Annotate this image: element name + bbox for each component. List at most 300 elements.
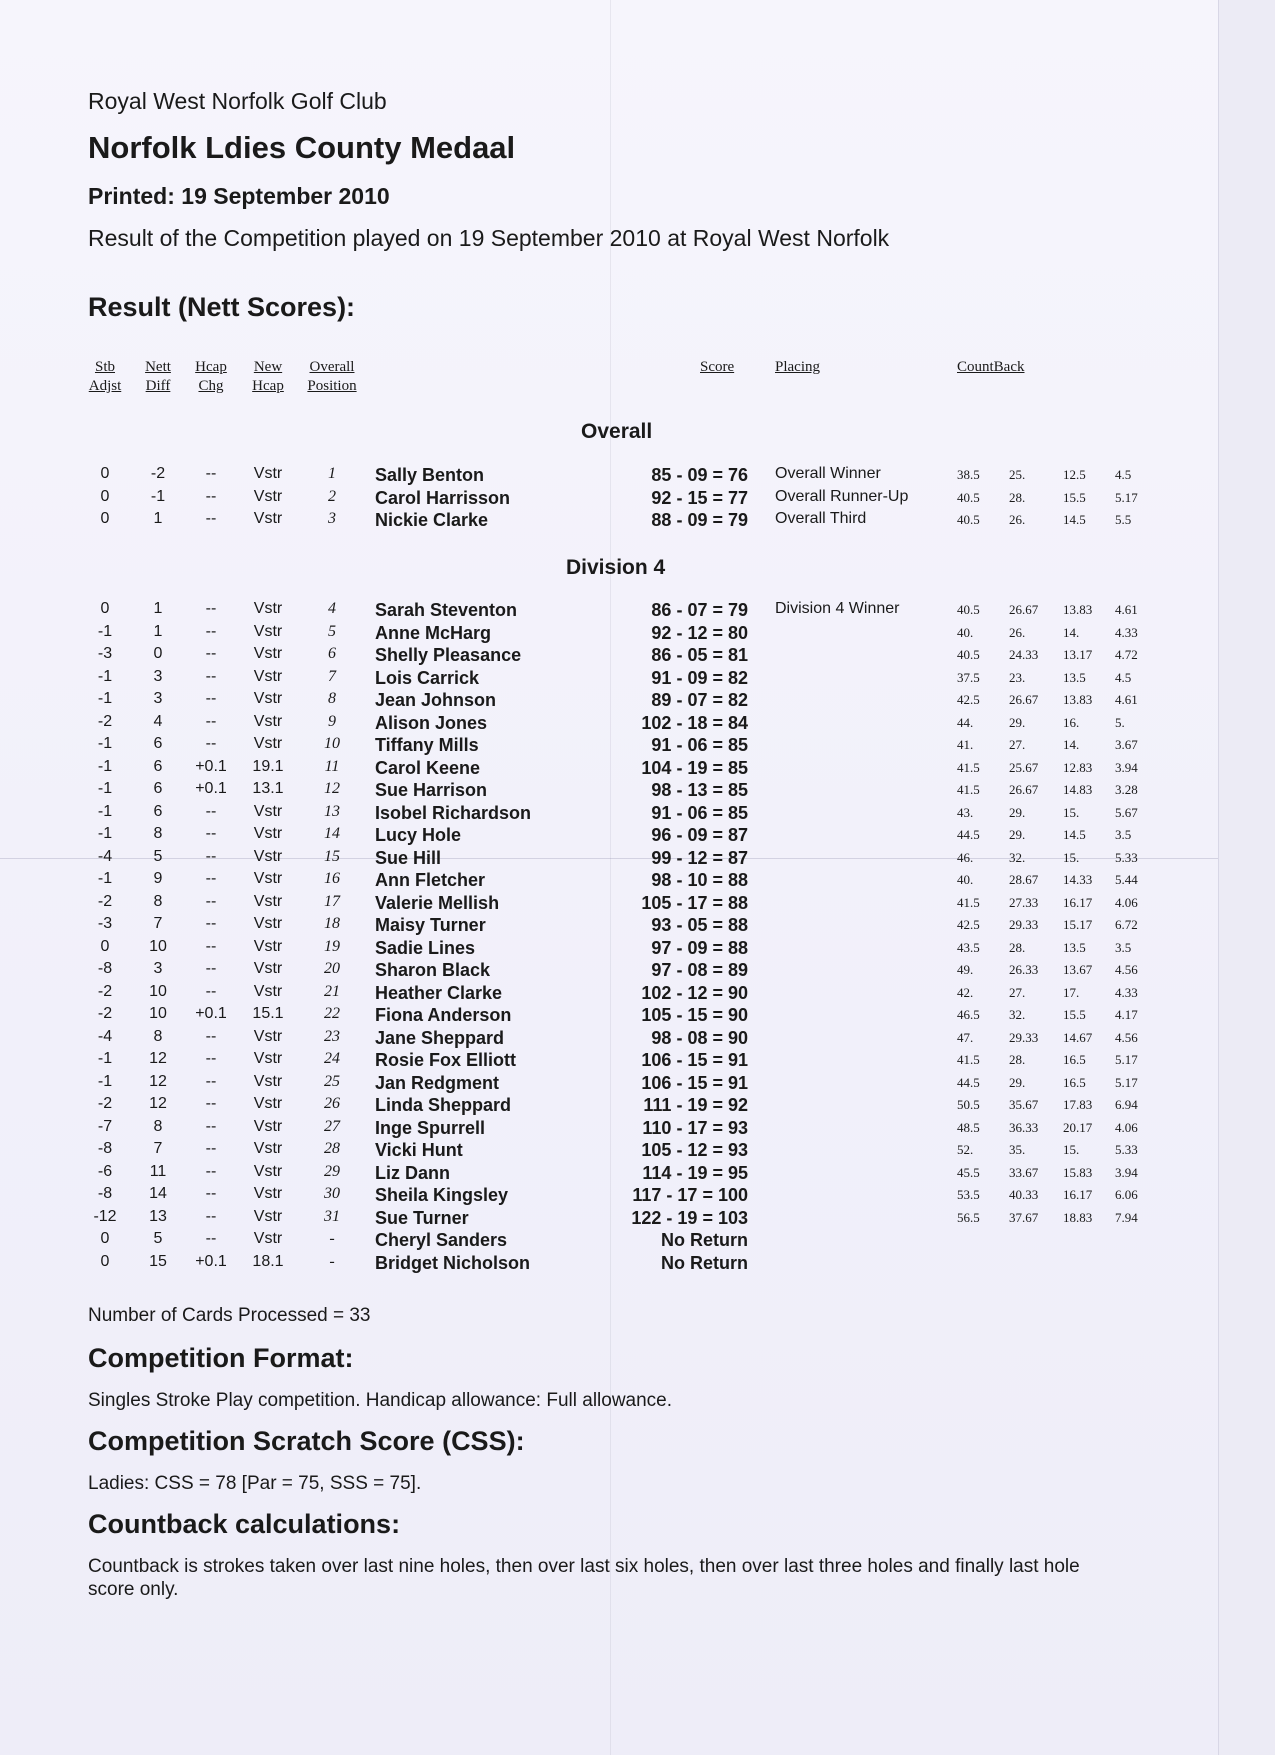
cell-score: 91 - 09 = 82 [651,668,748,688]
cell-pos: 18 [324,915,340,932]
result-row [0,623,1218,645]
cell-countback-3: 15.5 [1063,490,1086,505]
cell-countback-3: 15.5 [1063,1007,1086,1022]
cell-countback-3: 15. [1063,850,1080,865]
cell-countback-4: 3.5 [1115,827,1132,842]
cell-pos: 27 [324,1118,340,1135]
cell-nett: 14 [149,1185,167,1202]
header-pos-line1: Overall [309,359,355,375]
cell-pos: 25 [324,1073,340,1090]
result-row [0,668,1218,690]
cell-countback-4: 4.61 [1115,602,1138,617]
cell-nett: 9 [153,870,163,887]
cell-countback-3: 15. [1063,805,1080,820]
cell-hcap: -- [205,1118,217,1135]
cell-name: Rosie Fox Elliott [375,1050,517,1070]
cell-nett: 8 [153,825,163,842]
cell-new: Vstr [253,983,283,1000]
cell-score: 97 - 09 = 88 [651,938,748,958]
cell-score: 110 - 17 = 93 [642,1118,748,1138]
countback-text: Countback is strokes taken over last nine holes, then over last six holes, then over last three holes and finally last hole score only. [88,1556,1080,1600]
cell-score: No Return [661,1230,748,1250]
cell-countback-4: 4.06 [1115,1120,1138,1135]
cell-pos: 30 [324,1185,340,1202]
cell-nett: 11 [149,1163,167,1180]
cell-pos: 4 [328,600,336,617]
cell-new: Vstr [253,1095,283,1112]
cell-countback-3: 17. [1063,985,1080,1000]
cell-pos: 2 [328,488,336,505]
result-row [0,803,1218,825]
cell-countback-3: 14.33 [1063,872,1093,887]
cell-hcap: -- [205,1230,217,1247]
cell-countback-1: 42.5 [957,917,980,932]
cell-score: 122 - 19 = 103 [631,1208,748,1228]
cell-stb: 0 [100,938,110,955]
cell-nett: 12 [149,1050,167,1067]
cell-hcap: -- [205,1185,217,1202]
cell-score: No Return [661,1253,748,1273]
cell-pos: 6 [328,645,336,662]
cell-new: Vstr [253,938,283,955]
cell-new: Vstr [253,1185,283,1202]
result-row [0,1185,1218,1207]
cell-stb: -3 [97,915,113,932]
cell-nett: 8 [153,1118,163,1135]
cell-countback-2: 37.67 [1009,1210,1039,1225]
cell-pos: 29 [324,1163,340,1180]
cell-countback-2: 25.67 [1009,760,1039,775]
club-name: Royal West Norfolk Golf Club [88,88,387,114]
cell-hcap: -- [205,915,217,932]
cell-countback-1: 42.5 [957,692,980,707]
cell-score: 98 - 13 = 85 [651,780,748,800]
cell-countback-1: 40. [957,872,974,887]
cell-stb: -7 [97,1118,113,1135]
result-row [0,600,1218,622]
cell-countback-1: 52. [957,1142,974,1157]
cell-new: 13.1 [252,780,284,797]
cell-pos: 24 [324,1050,340,1067]
cell-hcap: -- [205,1208,217,1225]
cell-name: Sally Benton [375,465,485,485]
cell-new: Vstr [253,1163,283,1180]
cell-countback-2: 26. [1009,625,1026,640]
cell-countback-4: 4.33 [1115,985,1138,1000]
cell-stb: -1 [97,623,113,640]
cell-nett: 3 [153,690,163,707]
cell-countback-2: 29. [1009,805,1026,820]
cell-pos: 31 [324,1208,340,1225]
cell-hcap: -- [205,465,217,482]
cell-countback-2: 26.33 [1009,962,1039,977]
cell-pos: 22 [324,1005,340,1022]
result-row [0,780,1218,802]
cell-stb: -1 [97,803,113,820]
cell-score: 111 - 19 = 92 [643,1095,748,1115]
result-row [0,510,1218,532]
cell-countback-4: 5.44 [1115,872,1138,887]
cell-name: Liz Dann [375,1163,450,1183]
cell-new: Vstr [253,1208,283,1225]
cell-score: 86 - 07 = 79 [651,600,748,620]
cell-nett: 4 [153,713,163,730]
cell-score: 102 - 18 = 84 [641,713,748,733]
cell-countback-3: 14.67 [1063,1030,1093,1045]
cell-pos: 28 [324,1140,340,1157]
cell-countback-4: 5.17 [1115,490,1138,505]
cell-new: Vstr [253,870,283,887]
cell-countback-1: 50.5 [957,1097,980,1112]
header-stb-line1: Stb [94,359,115,375]
cell-countback-2: 28. [1009,490,1026,505]
cell-countback-3: 14.5 [1063,512,1086,527]
cell-countback-1: 41.5 [957,895,980,910]
header-score: Score [700,359,735,375]
cell-countback-3: 14. [1063,625,1080,640]
result-row [0,1073,1218,1095]
cell-countback-3: 13.17 [1063,647,1093,662]
cell-score: 89 - 07 = 82 [651,690,748,710]
cell-countback-1: 46. [957,850,974,865]
header-countback: CountBack [957,359,1025,375]
cell-nett: 1 [153,623,163,640]
cell-name: Alison Jones [375,713,488,733]
cell-hcap: -- [205,960,217,977]
cell-nett: 12 [149,1095,167,1112]
cell-countback-1: 41.5 [957,1052,980,1067]
cell-countback-2: 33.67 [1009,1165,1039,1180]
cell-score: 98 - 10 = 88 [651,870,748,890]
result-row [0,938,1218,960]
result-row [0,1095,1218,1117]
cell-score: 114 - 19 = 95 [642,1163,748,1183]
header-nett-line2: Diff [145,378,171,394]
header-overall-position [300,358,364,396]
cell-nett: 5 [153,1230,163,1247]
cell-countback-4: 3.67 [1115,737,1138,752]
cell-place: Overall Runner-Up [775,488,909,505]
cell-hcap: -- [205,1095,217,1112]
cell-name: Bridget Nicholson [375,1253,531,1273]
document-title: Norfolk Ldies County Medaal [88,130,516,165]
cell-new: Vstr [253,713,283,730]
cell-countback-3: 17.83 [1063,1097,1093,1112]
cell-score: 91 - 06 = 85 [651,735,748,755]
cell-new: Vstr [253,1230,283,1247]
cell-name: Heather Clarke [375,983,503,1003]
cell-countback-4: 3.5 [1115,940,1132,955]
cell-score: 117 - 17 = 100 [632,1185,748,1205]
result-row [0,1028,1218,1050]
cell-countback-1: 37.5 [957,670,980,685]
cell-score: 98 - 08 = 90 [651,1028,748,1048]
result-row [0,1118,1218,1140]
cell-hcap: -- [205,668,217,685]
cell-countback-3: 13.83 [1063,692,1093,707]
cell-pos: 9 [328,713,336,730]
cell-stb: 0 [100,1230,110,1247]
cell-hcap: +0.1 [195,780,227,797]
cell-countback-4: 4.56 [1115,962,1138,977]
cell-countback-2: 23. [1009,670,1026,685]
cell-countback-4: 3.94 [1115,1165,1138,1180]
cell-nett: 7 [153,915,163,932]
cell-countback-4: 3.94 [1115,760,1138,775]
cell-new: Vstr [253,1073,283,1090]
cell-name: Sue Hill [375,848,442,868]
cell-nett: 3 [153,668,163,685]
cell-countback-3: 13.67 [1063,962,1093,977]
cell-stb: -1 [97,758,113,775]
result-row [0,713,1218,735]
cell-pos: 21 [324,983,340,1000]
cell-nett: 6 [153,758,163,775]
cell-nett: 1 [153,600,163,617]
cell-new: Vstr [253,690,283,707]
cell-countback-4: 5.5 [1115,512,1132,527]
cell-new: Vstr [253,825,283,842]
cell-countback-1: 41. [957,737,974,752]
cell-pos: 1 [328,465,336,482]
cell-pos: 11 [324,758,340,775]
cell-hcap: -- [205,848,217,865]
cell-countback-4: 6.94 [1115,1097,1138,1112]
cell-hcap: -- [205,1073,217,1090]
cell-name: Carol Keene [375,758,481,778]
cell-countback-1: 44.5 [957,1075,980,1090]
cell-stb: -2 [97,1005,113,1022]
header-stb-line2: Adjst [88,378,122,394]
header-placing: Placing [775,359,820,375]
cell-hcap: -- [205,510,217,527]
cell-new: Vstr [253,668,283,685]
cell-countback-4: 5. [1115,715,1125,730]
cell-new: Vstr [253,960,283,977]
cell-nett: -1 [150,488,166,505]
cell-name: Sue Harrison [375,780,488,800]
cell-name: Jane Sheppard [375,1028,505,1048]
header-new-line1: New [253,359,283,375]
cell-nett: 5 [153,848,163,865]
cell-new: 15.1 [252,1005,284,1022]
cell-name: Sharon Black [375,960,491,980]
cell-pos: 17 [324,893,340,910]
cell-hcap: +0.1 [195,1253,227,1270]
printed-date: Printed: 19 September 2010 [88,183,390,209]
cell-pos: 26 [324,1095,340,1112]
result-row [0,848,1218,870]
cell-countback-2: 26.67 [1009,692,1039,707]
cell-stb: -8 [97,960,113,977]
result-row [0,1050,1218,1072]
cell-pos: - [329,1253,335,1270]
cell-countback-3: 15.17 [1063,917,1093,932]
cell-countback-4: 5.17 [1115,1052,1138,1067]
scan-edge [1218,0,1275,1755]
cell-name: Nickie Clarke [375,510,489,530]
header-new-hcap [241,358,295,396]
cell-name: Anne McHarg [375,623,492,643]
cell-nett: 13 [149,1208,167,1225]
cell-hcap: -- [205,803,217,820]
cell-new: Vstr [253,848,283,865]
cell-stb: -1 [97,1073,113,1090]
format-text: Singles Stroke Play competition. Handicap allowance: Full allowance. [88,1390,673,1411]
cell-countback-4: 5.67 [1115,805,1138,820]
cell-name: Tiffany Mills [375,735,479,755]
cell-countback-4: 7.94 [1115,1210,1138,1225]
cell-countback-3: 16.17 [1063,895,1093,910]
cell-nett: 10 [149,938,167,955]
cell-countback-3: 20.17 [1063,1120,1093,1135]
cell-score: 106 - 15 = 91 [641,1050,748,1070]
cell-nett: 6 [153,803,163,820]
cell-name: Inge Spurrell [375,1118,486,1138]
cell-pos: 10 [324,735,340,752]
cell-stb: -3 [97,645,113,662]
cell-countback-1: 42. [957,985,974,1000]
cell-place: Overall Third [775,510,867,527]
cell-hcap: +0.1 [195,758,227,775]
cell-countback-2: 29. [1009,827,1026,842]
cell-countback-3: 12.5 [1063,467,1086,482]
cell-countback-4: 4.5 [1115,670,1132,685]
cell-countback-1: 38.5 [957,467,980,482]
result-row [0,488,1218,510]
cell-name: Jean Johnson [375,690,497,710]
result-row [0,1163,1218,1185]
cell-score: 105 - 17 = 88 [641,893,748,913]
header-pos-line2: Position [307,378,357,394]
section-title-overall: Overall [581,420,653,443]
cell-countback-4: 4.72 [1115,647,1138,662]
countback-heading: Countback calculations: [88,1509,401,1539]
cell-name: Sheila Kingsley [375,1185,509,1205]
cell-nett: 6 [153,735,163,752]
cell-score: 102 - 12 = 90 [641,983,748,1003]
section-title-division-4: Division 4 [566,556,666,579]
cell-score: 105 - 15 = 90 [641,1005,748,1025]
header-nett-diff [133,358,183,396]
cell-stb: 0 [100,510,110,527]
cell-countback-2: 29. [1009,1075,1026,1090]
cell-new: Vstr [253,915,283,932]
cell-hcap: -- [205,893,217,910]
cell-countback-2: 27. [1009,985,1026,1000]
result-row [0,1230,1218,1252]
result-heading: Result (Nett Scores): [88,292,356,322]
css-text: Ladies: CSS = 78 [Par = 75, SSS = 75]. [88,1473,422,1494]
header-nett-line1: Nett [145,359,171,375]
cell-countback-2: 28.67 [1009,872,1039,887]
cell-score: 96 - 09 = 87 [651,825,748,845]
cell-countback-2: 29. [1009,715,1026,730]
cell-new: Vstr [253,893,283,910]
header-stb-adjst [80,358,130,396]
cell-countback-3: 12.83 [1063,760,1093,775]
result-row [0,1253,1218,1275]
header-hcap-line1: Hcap [195,359,227,375]
cell-hcap: -- [205,870,217,887]
cell-nett: 6 [153,780,163,797]
cell-pos: 16 [324,870,340,887]
cell-stb: -2 [97,983,113,1000]
result-row [0,1208,1218,1230]
cell-pos: - [329,1230,335,1247]
cell-hcap: -- [205,938,217,955]
cell-new: Vstr [253,1050,283,1067]
cell-countback-2: 26. [1009,512,1026,527]
cell-countback-1: 41.5 [957,782,980,797]
cell-countback-3: 15.83 [1063,1165,1093,1180]
header-new-line2: Hcap [252,378,284,394]
cell-name: Fiona Anderson [375,1005,512,1025]
cell-stb: -2 [97,1095,113,1112]
cell-hcap: -- [205,488,217,505]
cell-countback-1: 49. [957,962,974,977]
cell-countback-3: 13.5 [1063,940,1086,955]
cell-pos: 12 [324,780,340,797]
css-heading: Competition Scratch Score (CSS): [88,1426,525,1456]
cell-countback-1: 44. [957,715,974,730]
cell-nett: 10 [149,983,167,1000]
cell-name: Shelly Pleasance [375,645,522,665]
cell-stb: -4 [97,1028,113,1045]
cell-hcap: -- [205,735,217,752]
cell-hcap: -- [205,1163,217,1180]
cell-name: Jan Redgment [375,1073,500,1093]
cell-countback-3: 13.83 [1063,602,1093,617]
cell-nett: 0 [153,645,163,662]
cell-countback-1: 41.5 [957,760,980,775]
cell-countback-4: 4.5 [1115,467,1132,482]
cell-nett: 8 [153,1028,163,1045]
cell-countback-1: 48.5 [957,1120,980,1135]
cell-name: Lucy Hole [375,825,462,845]
cell-countback-3: 15. [1063,1142,1080,1157]
result-row [0,645,1218,667]
cell-countback-1: 40.5 [957,490,980,505]
result-row [0,465,1218,487]
cell-countback-4: 6.72 [1115,917,1138,932]
cell-score: 97 - 08 = 89 [651,960,748,980]
cell-countback-4: 4.56 [1115,1030,1138,1045]
cell-countback-2: 25. [1009,467,1026,482]
cell-countback-2: 35.67 [1009,1097,1039,1112]
cell-hcap: -- [205,690,217,707]
cell-name: Maisy Turner [375,915,486,935]
cell-countback-1: 45.5 [957,1165,980,1180]
cell-stb: 0 [100,465,110,482]
cell-countback-3: 14.83 [1063,782,1093,797]
cell-hcap: -- [205,1050,217,1067]
cell-hcap: -- [205,1028,217,1045]
cell-hcap: +0.1 [195,1005,227,1022]
cell-score: 105 - 12 = 93 [641,1140,748,1160]
result-row [0,825,1218,847]
cell-pos: 14 [324,825,340,842]
result-row [0,915,1218,937]
cell-pos: 13 [324,803,340,820]
cell-score: 99 - 12 = 87 [651,848,748,868]
cell-nett: -2 [150,465,166,482]
cell-countback-3: 16. [1063,715,1080,730]
cell-countback-1: 43.5 [957,940,980,955]
cell-countback-2: 26.67 [1009,602,1039,617]
cell-name: Sue Turner [375,1208,469,1228]
cell-score: 104 - 19 = 85 [641,758,748,778]
